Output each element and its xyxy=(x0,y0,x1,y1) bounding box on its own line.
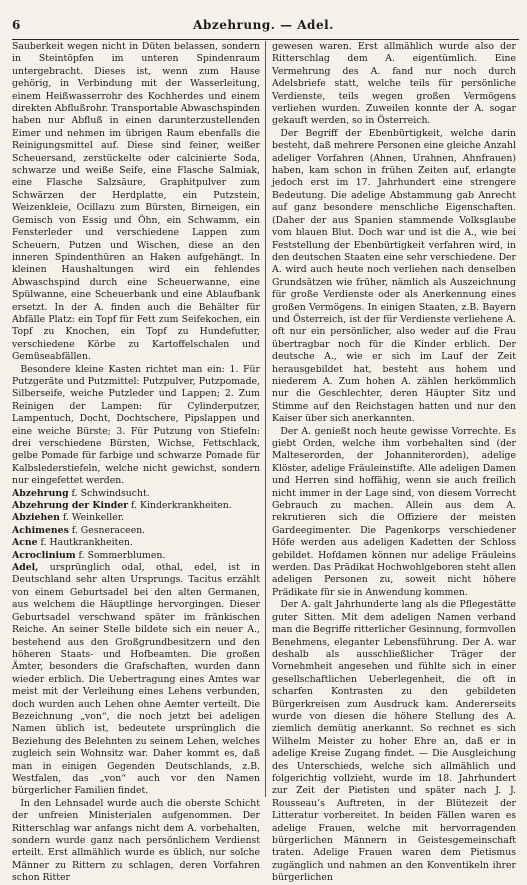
entry-headword: Abziehen xyxy=(12,512,60,524)
entry-text: f. Hautkrankheiten. xyxy=(37,537,133,549)
entry-text: f. Schwindsucht. xyxy=(68,487,150,499)
entry-text: f. Kinderkrankheiten. xyxy=(128,500,232,512)
entry-headword: Adel, xyxy=(12,562,39,574)
dictionary-entry xyxy=(12,562,260,798)
entry-headword: Achimenes xyxy=(12,524,69,536)
page-number: 6 xyxy=(12,18,21,32)
dictionary-entry xyxy=(12,550,260,562)
entry-headword: Acroclinium xyxy=(12,549,76,561)
paragraph: Sauberkeit wegen nicht in Düten belassen, sondern in Steintöpfen im unteren Spindenraum untergebracht. Dieses ist, wenn zum Hause gehörig, in Verbindung mit der Wasserleitung, einem Heißwasserrohr des Kochherdes und einem direkten Abflußrohr. Transportable Abwaschspinden haben nur Abfluß in einen darunterzustellenden Eimer und nehmen im übrigen Raum ebenfalls die Reinigungsmittel auf. Diese sind feiner, weißer Scheuersand, zerstückelte oder calcinierte Soda, schwarze und weiße Seife, eine Flasche Salmiak, eine Flasche Salzsäure, Graphitpulver zum Schwärzen der Herdplatte, ein Putzstein, Weizenkleie, Ocillazu zum Bürsten, Birneigen, ein Gemisch von Essig und Öhn, ein Schwamm, ein Fensterleder und verschiedene Lappen zum Scheuern, Putzen und Wischen, diese an den inneren Spindenthüren an Haken aufgehängt. In kleinen Haushaltungen wird ein fehlendes Abwaschspind durch eine Scheuerwanne, eine Spülwanne, eine Scheuerbank und eine Ablaufbank ersetzt. In der A. finden auch die Behälter für Abfälle Platz: ein Topf für Fett zum Seifekochen, ein Topf zu Knochen, ein Topf zu Hundefutter, verschiedene Körbe zu Kartoffelschalen und Gemüseabfällen. xyxy=(12,41,260,363)
entry-text: f. Sommerblumen. xyxy=(75,549,166,561)
dictionary-entry xyxy=(12,512,260,524)
entry-text: ursprünglich odal, othal, edel, ist in Deutschland sehr alten Ursprungs. Tacitus erzählt von einem Geburtsadel bei den alten Germanen, aus welchem die Häuptlinge hervorgingen. Dieser Geburtsadel verschwand später im fränkischen Reiche. An seiner Stelle bildete sich ein neuer A., bestehend aus den Großgrundbesitzern und den höheren Staats- und Hofbeamten. Die großen Ämter, besonders die Grafschaften, wurden dann wieder erblich. Die Uebertragung eines Amtes war meist mit der Verleihung eines Lehens verbunden, doch wurden auch Lehen ohne Aemter verteilt. Die Bezeichnung „von“, die noch jetzt bei adeligen Namen üblich ist, bedeutete ursprünglich die Beziehung des Belehnten zu seinem Lehen, welches zugleich sein Wohnsitz war. Daher kommt es, daß man in einigen Gegenden Deutschlands, z.B. Westfalen, das „von“ auch vor den Namen bürgerlicher Familien findet. xyxy=(12,562,260,797)
entry-headword: Abzehrung xyxy=(12,487,69,499)
paragraph: In den Lehnsadel wurde auch die oberste Schicht der unfreien Ministerialen aufgenommen. Der Ritterschlag war anfangs nicht dem A. vorbehalten, sondern wurde ganz nach persönlichem Verdienst erteilt. Erst allmählich wurde es üblich, nur solche Männer zu Rittern zu schlagen, deren Vorfahren schon Ritter xyxy=(12,797,260,884)
entry-headword: Acne xyxy=(12,537,38,549)
paragraph: Der Begriff der Ebenbürtigkeit, welche darin besteht, daß mehrere Personen eine gleiche Anzahl adeliger Vorfahren (Ahnen, Urahnen, Ahnfrauen) haben, kam schon in frühen Zeiten auf, erlangte jedoch erst im 17. Jahrhundert eine strengere Bedeutung. Die adelige Abstammung gab Anrecht auf ganz besondere menschliche Eigenschaften. (Daher der aus Spanien stammende Volksglaube vom blauen Blut. Doch war und ist die A., wie bei Feststellung der Ebenbürtigkeit verfahren wird, in den deutschen Staaten eine sehr verschiedene. Der A. wird auch heute noch verliehen nach denselben Grundsätzen wie früher, nämlich als Auszeichnung für große Verdienste oder als Anerkennung eines großen Vermögens. In einigen Staaten, z.B. Bayern und Österreich, ist der für Verdienste verliehene A. oft nur ein persönlicher, also weder auf die Frau übertragbar noch für die Kinder erblich. Der deutsche A., wie er sich im Lauf der Zeit herausgebildet hat, besteht aus hohem und niederem A. Zum hohen A. zählen herkömmlich nur die Geschlechter, deren Häupter Sitz und Stimme auf den Reichstagen hatten und nur den Kaiser über sich anerkannten. xyxy=(272,127,516,425)
entry-text: f. Gesneraceen. xyxy=(68,524,146,536)
right-column xyxy=(272,41,516,884)
left-column xyxy=(12,41,260,884)
dictionary-entry xyxy=(12,525,260,537)
paragraph: Der A. genießt noch heute gewisse Vorrechte. Es giebt Orden, welche ihm vorbehalten sind (der Malteserorden, der Johanniterorden), adelige Klöster, adelige Fräuleinstifte. Alle adeligen Damen und Herren sind hoffähig, wenn sie auch freilich nicht immer in der Lage sind, von diesem Vorrecht Gebrauch zu machen. Allein aus dem A. rekrutieren sich die Offiziere der meisten Gardeegimenter. Die Pagenkorps verschiedener Höfe werden aus adeligen Kadetten der Schloss gebildet. Hofdamen können nur adelige Fräuleins werden. Das Prädikat Hochwohlgeboren steht allen adeligen Personen zu, soweit nicht höhere Prädikate für sie in Anwendung kommen. xyxy=(272,425,516,598)
dictionary-entry xyxy=(12,488,260,500)
entry-headword: Abzehrung der Kinder xyxy=(12,500,129,512)
paragraph: Besondere kleine Kasten richtet man ein: 1. Für Putzgeräte und Putzmittel: Putzpulver, Putzpomade, Silberseife, weiche Putzleder und Lappen; 2. Zum Reinigen der Lampen: für Cylinderputzer, Lampentuch, Docht, Dochtschere, Pipslappen und eine weiche Bürste; 3. Für Putzung von Stiefeln: drei verschiedene Bürsten, Wichse, Fettschlack, gelbe Pomade für farbige und schwarze Pomade für Kalbslederstiefeln, welche nicht gewichst, sondern nur eingefettet werden. xyxy=(12,363,260,487)
page-header xyxy=(0,0,527,44)
paragraph: Der A. galt Jahrhunderte lang als die Pflegestätte guter Sitten. Mit dem adeligen Namen verband man die Begriffe ritterlicher Gesinnung, formvollen Benehmens, eleganter Lebensführung. Der A. war deshalb als ausschließlicher Träger der Vornehmheit angesehen und fühlte sich in einer gesellschaftlichen Ueberlegenheit, die oft in scharfen Kontrasten zu den gebildeten Bürgerkreisen zum Ausdruck kam. Andererseits wurde von diesen die höhere Stellung des A. ziemlich demütig anerkannt. So rechnet es sich Wilhelm Meister zu hoher Ehre an, daß er in adelige Kreise Zugang findet. — Die Ausgleichung des Unterschieds, welche sich allmählich und folgerichtig vollzieht, wurde im 18. Jahrhundert zur Zeit der Pietisten und später nach J. J. Rousseau’s Auftreten, in der Blütezeit der Litteratur vorbereitet. In beiden Fällen waren es adelige Frauen, welche mit hervorragenden bürgerlichen Männern in Geistesgemeinschaft traten. Adelige Frauen waren dem Pietismus zugänglich und nahmen an den Konventikeln ihrer bürgerlichen xyxy=(272,599,516,884)
entry-text: f. Weinkeller. xyxy=(59,512,125,524)
running-title: Abzehrung. — Adel. xyxy=(193,18,334,32)
paragraph: gewesen waren. Erst allmählich wurde also der Ritterschlag dem A. eigentümlich. Eine Vermehrung des A. fand nur noch durch Adelsbriefe statt, welche teils für persönliche Verdienste, teils wegen großen Vermögens verliehen wurden. Zuweilen konnte der A. sogar gekauft werden, so in Österreich. xyxy=(272,41,516,127)
header-rule xyxy=(12,39,519,40)
column-divider xyxy=(265,41,266,797)
dictionary-entry xyxy=(12,500,260,512)
dictionary-entry xyxy=(12,537,260,549)
